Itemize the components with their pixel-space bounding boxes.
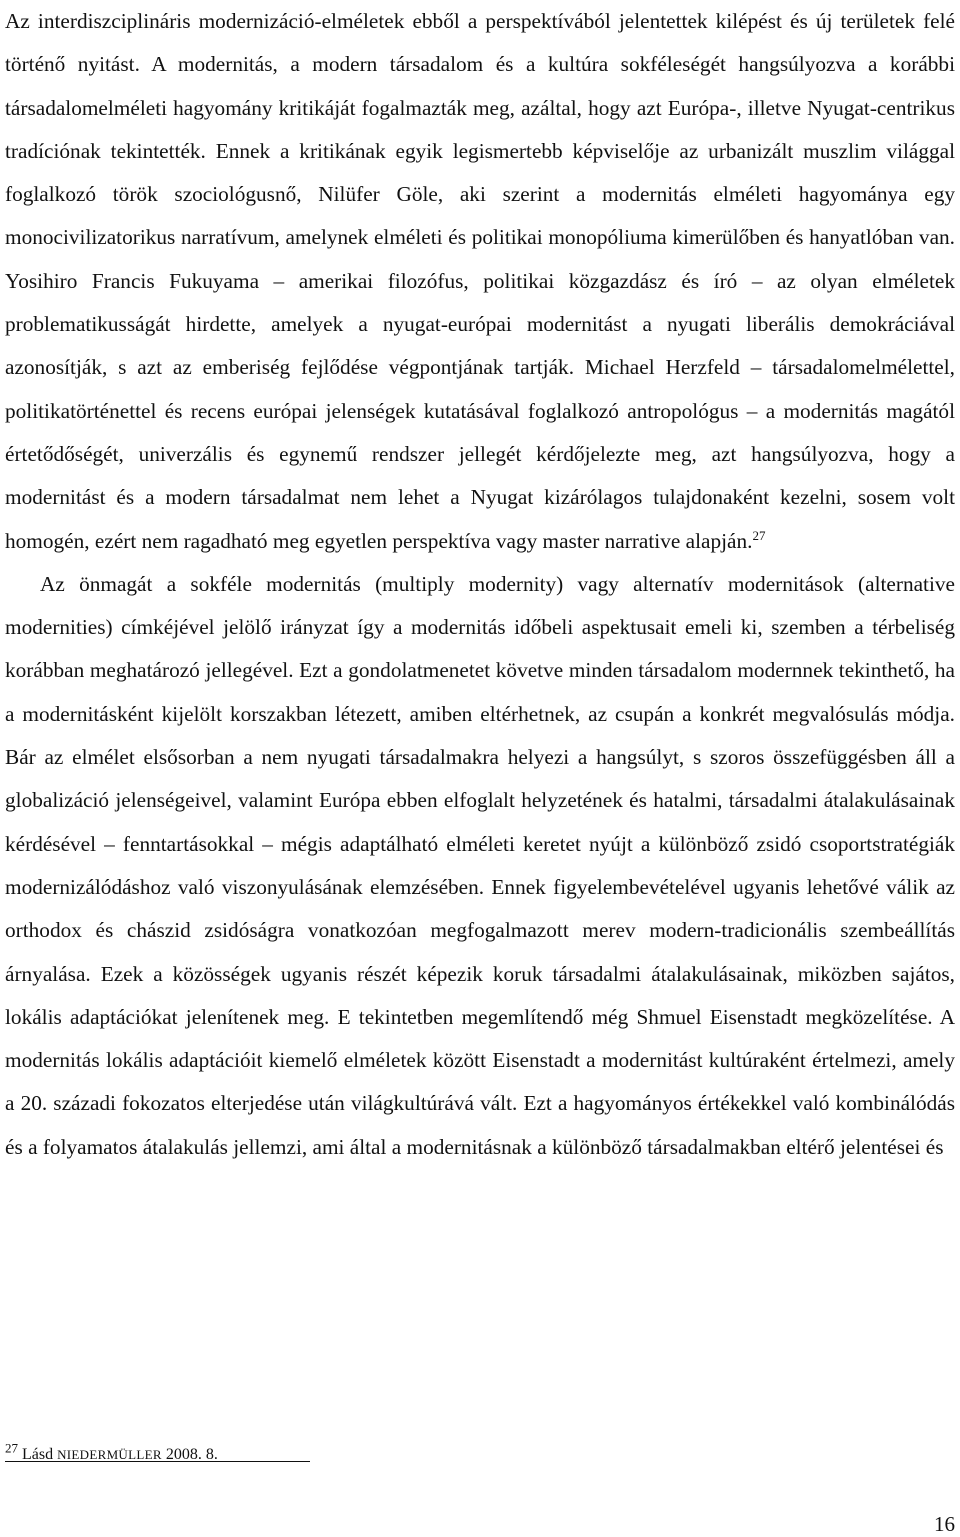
paragraph-2: Az önmagát a sokféle modernitás (multiply modernity) vagy alternatív modernitások (alternative modernities) címkéjével jelölő irányzat így a modernitás időbeli aspektusait emeli ki, szemben a térbeliség korábban meghatározó jellegével. Ezt a gondolatmenetet követve minden társadalom modernnek tekinthető, ha a modernitásként kijelölt korszakban létezett, amiben eltérhetnek, az csupán a konkrét megvalósulás módja. Bár az elmélet elsősorban a nem nyugati társadalmakra helyezi a hangsúlyt, s szoros összefüggésben áll a globalizáció jelenségeivel, valamint Európa ebben elfoglalt helyzetének és hatalmi, társadalmi átalakulásainak kérdésével – fenntartásokkal – mégis adaptálható elméleti keretet nyújt a különböző zsidó csoportstratégiák modernizálódáshoz való viszonyulásának elemzésében. Ennek figyelembevételével ugyanis lehetővé válik az orthodox és chászid zsidóságra vonatkozóan megfogalmazott merev modern-tradicionális szembeállítás árnyalása. Ezek a közösségek ugyanis részét képezik koruk társadalmi átalakulásainak, miközben sajátos, lokális adaptációkat jelenítenek meg. E tekintetben megemlítendő még Shmuel Eisenstadt megközelítése. A modernitás lokális adaptációit kiemelő elméletek között Eisenstadt a modernitást kultúraként értelmezi, amely a 20. századi fokozatos elterjedése után világkultúrává vált. Ezt a hagyományos értékekkel való kombinálódás és a folyamatos átalakulás jellemzi, ami által a modernitásnak a különböző társadalmakban eltérő jelentései és [5, 571, 955, 1159]
footnote-number: 27 [5, 1440, 18, 1456]
footnote-author: NIEDERMÜLLER [57, 1447, 162, 1462]
paragraph-1 [5, 0, 955, 563]
footnote-text-before: Lásd [22, 1446, 58, 1463]
page-number: 16 [934, 1512, 955, 1536]
footnote-text-after: 2008. 8. [161, 1446, 218, 1463]
footnote [5, 1440, 905, 1470]
page-body [5, 0, 955, 1169]
footnote-reference[interactable]: 27 [752, 527, 766, 543]
paragraph-1-text: Az interdiszciplináris modernizáció-elméletek ebből a perspektívából jelentettek kilépést és új területek felé történő nyitást. A modernitás, a modern társadalom és a kultúra sokféleségét hangsúlyozva a korábbi társadalomelméleti hagyomány kritikáját fogalmazták meg, azáltal, hogy azt Európa-, illetve Nyugat-centrikus tradíciónak tekintették. Ennek a kritikának egyik legismertebb képviselője az urbanizált muszlim világgal foglalkozó török szociológusnő, Nilüfer Göle, aki szerint a modernitás elméleti hagyománya egy monocivilizatorikus narratívum, amelynek elméleti és politikai monopóliuma kimerülőben és hanyatlóban van. Yosihiro Francis Fukuyama – amerikai filozófus, politikai közgazdász és író – az olyan elméletek problematikusságát hirdette, amelyek a nyugat-európai modernitást a nyugati liberális demokráciával azonosítják, s azt az emberiség fejlődése végpontjának tartják. Michael Herzfeld – társadalomelmélettel, politikatörténettel és recens európai jelenségek kutatásával foglalkozó antropológus – a modernitás magától értetődőségét, univerzális és egynemű rendszer jellegét kérdőjelezte meg, azt hangsúlyozva, hogy a modernitást és a modern társadalmat nem lehet a Nyugat kizárólagos tulajdonaként kezelni, sosem volt homogén, ezért nem ragadható meg egyetlen perspektíva vagy master narrative alapján. [5, 9, 955, 553]
